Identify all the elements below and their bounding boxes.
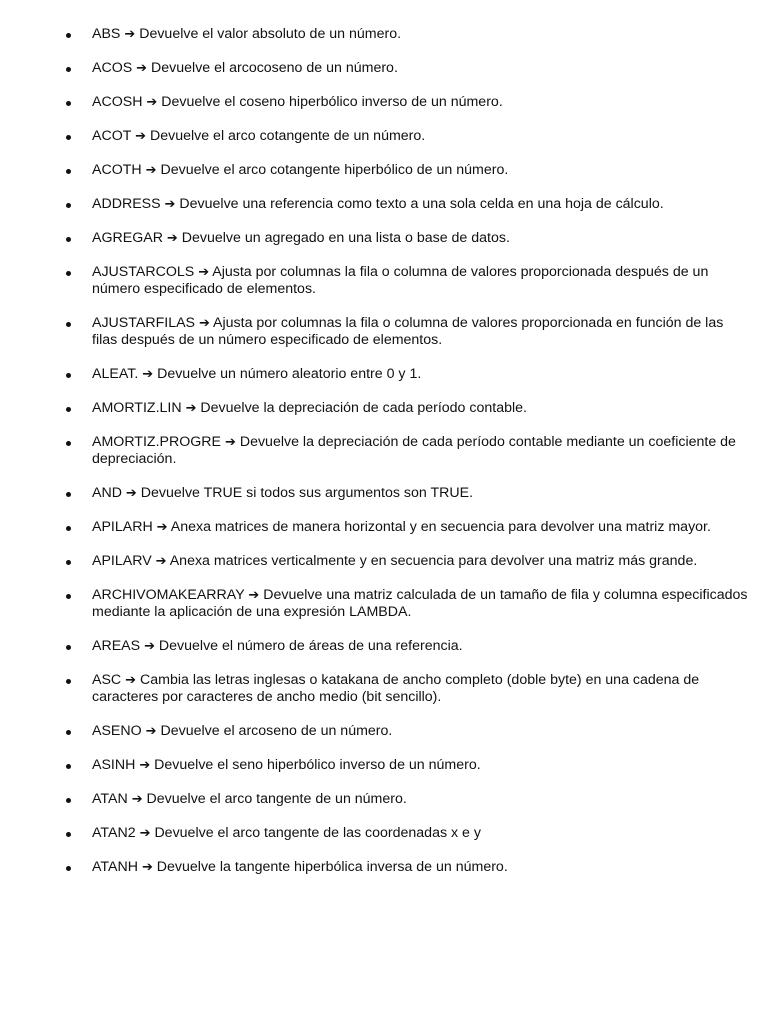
arrow-right-icon: ➔ xyxy=(146,95,158,110)
bullet-icon xyxy=(66,237,71,242)
function-name: AMORTIZ.LIN xyxy=(92,400,182,416)
list-item xyxy=(0,825,752,842)
function-description: Devuelve el valor absoluto de un número. xyxy=(139,26,402,42)
function-description: Devuelve el coseno hiperbólico inverso de un número. xyxy=(161,94,503,110)
function-description: Devuelve el seno hiperbólico inverso de un número. xyxy=(154,757,481,773)
function-name: ADDRESS xyxy=(92,196,161,212)
list-item xyxy=(0,672,752,706)
bullet-icon xyxy=(66,866,71,871)
arrow-right-icon: ➔ xyxy=(145,724,157,739)
list-item xyxy=(0,638,752,655)
function-name: ARCHIVOMAKEARRAY xyxy=(92,587,245,603)
function-name: APILARV xyxy=(92,553,152,569)
function-name: AGREGAR xyxy=(92,230,163,246)
arrow-right-icon: ➔ xyxy=(164,197,176,212)
function-description: Devuelve un número aleatorio entre 0 y 1. xyxy=(157,366,422,382)
bullet-icon xyxy=(66,271,71,276)
function-description: Anexa matrices verticalmente y en secuencia para devolver una matriz más grande. xyxy=(169,553,698,569)
list-item xyxy=(0,791,752,808)
bullet-icon xyxy=(66,441,71,446)
bullet-icon xyxy=(66,101,71,106)
arrow-right-icon: ➔ xyxy=(135,129,147,144)
function-description: Devuelve la depreciación de cada período contable mediante un coeficiente de depreciación. xyxy=(92,434,736,467)
function-description: Devuelve el arcoseno de un número. xyxy=(160,723,393,739)
arrow-right-icon: ➔ xyxy=(156,520,168,535)
function-description: Devuelve una matriz calculada de un tamaño de fila y columna especificados mediante la aplicación de una expresión LAMBDA. xyxy=(92,587,748,620)
list-item xyxy=(0,519,752,536)
function-description: Cambia las letras inglesas o katakana de ancho completo (doble byte) en una cadena de caracteres por caracteres de ancho medio (bit sencillo). xyxy=(92,672,700,705)
bullet-icon xyxy=(66,135,71,140)
function-name: AREAS xyxy=(92,638,141,654)
bullet-icon xyxy=(66,645,71,650)
arrow-right-icon: ➔ xyxy=(198,316,210,331)
function-description: Devuelve el arco tangente de un número. xyxy=(146,791,407,807)
list-item xyxy=(0,434,752,468)
arrow-right-icon: ➔ xyxy=(142,367,154,382)
arrow-right-icon: ➔ xyxy=(166,231,178,246)
function-name: AMORTIZ.PROGRE xyxy=(92,434,222,450)
function-description: Devuelve la depreciación de cada período contable. xyxy=(200,400,527,416)
bullet-icon xyxy=(66,322,71,327)
function-name: AJUSTARFILAS xyxy=(92,315,196,331)
bullet-icon xyxy=(66,764,71,769)
function-description: Ajusta por columnas la fila o columna de valores proporcionada en función de las filas después de un número especificado de elementos. xyxy=(92,315,724,348)
bullet-icon xyxy=(66,67,71,72)
list-item xyxy=(0,859,752,876)
bullet-icon xyxy=(66,832,71,837)
arrow-right-icon: ➔ xyxy=(198,265,210,280)
arrow-right-icon: ➔ xyxy=(131,792,143,807)
bullet-icon xyxy=(66,594,71,599)
list-item xyxy=(0,94,752,111)
list-item xyxy=(0,196,752,213)
list-item xyxy=(0,128,752,145)
arrow-right-icon: ➔ xyxy=(185,401,197,416)
list-item xyxy=(0,553,752,570)
function-description: Devuelve un agregado en una lista o base de datos. xyxy=(181,230,510,246)
function-name: ASENO xyxy=(92,723,142,739)
arrow-right-icon: ➔ xyxy=(139,758,151,773)
function-name: AJUSTARCOLS xyxy=(92,264,195,280)
list-item xyxy=(0,60,752,77)
arrow-right-icon: ➔ xyxy=(125,486,137,501)
bullet-icon xyxy=(66,373,71,378)
bullet-icon xyxy=(66,203,71,208)
function-name: ACOTH xyxy=(92,162,142,178)
list-item xyxy=(0,400,752,417)
bullet-icon xyxy=(66,730,71,735)
arrow-right-icon: ➔ xyxy=(144,639,155,654)
function-name: ATAN2 xyxy=(92,825,136,841)
function-name: ATANH xyxy=(92,859,138,875)
function-description: Devuelve una referencia como texto a una sola celda en una hoja de cálculo. xyxy=(179,196,664,212)
list-item xyxy=(0,723,752,740)
bullet-icon xyxy=(66,492,71,497)
function-name: APILARH xyxy=(92,519,153,535)
bullet-icon xyxy=(66,679,71,684)
function-description: Devuelve el arco cotangente de un número. xyxy=(149,128,426,144)
arrow-right-icon: ➔ xyxy=(124,27,136,42)
function-name: AND xyxy=(92,485,122,501)
arrow-right-icon: ➔ xyxy=(145,163,157,178)
list-item xyxy=(0,366,752,383)
function-name: ALEAT. xyxy=(92,366,139,382)
function-name: ATAN xyxy=(92,791,128,807)
bullet-icon xyxy=(66,407,71,412)
bullet-icon xyxy=(66,798,71,803)
function-name: ACOSH xyxy=(92,94,143,110)
function-description: Devuelve el número de áreas de una referencia. xyxy=(158,638,463,654)
arrow-right-icon: ➔ xyxy=(136,61,148,76)
function-description: Devuelve el arco cotangente hiperbólico de un número. xyxy=(160,162,509,178)
list-item xyxy=(0,264,752,298)
function-description: Devuelve el arco tangente de las coordenadas x e y xyxy=(154,825,481,841)
arrow-right-icon: ➔ xyxy=(141,860,153,875)
function-name: ACOS xyxy=(92,60,133,76)
arrow-right-icon: ➔ xyxy=(139,826,151,841)
list-item xyxy=(0,757,752,774)
function-name: ABS xyxy=(92,26,121,42)
function-name: ACOT xyxy=(92,128,132,144)
arrow-right-icon: ➔ xyxy=(224,435,236,450)
function-description: Anexa matrices de manera horizontal y en secuencia para devolver una matriz mayor. xyxy=(170,519,711,535)
arrow-right-icon: ➔ xyxy=(248,588,260,603)
function-description: Ajusta por columnas la fila o columna de valores proporcionada después de un número especificado de elementos. xyxy=(92,264,709,297)
arrow-right-icon: ➔ xyxy=(155,554,167,569)
list-item xyxy=(0,587,752,621)
list-item xyxy=(0,315,752,349)
function-name: ASC xyxy=(92,672,122,688)
function-name: ASINH xyxy=(92,757,136,773)
list-item xyxy=(0,230,752,247)
arrow-right-icon: ➔ xyxy=(125,673,137,688)
bullet-icon xyxy=(66,526,71,531)
bullet-icon xyxy=(66,33,71,38)
list-item xyxy=(0,485,752,502)
bullet-icon xyxy=(66,169,71,174)
function-description: Devuelve el arcocoseno de un número. xyxy=(151,60,398,76)
function-description: Devuelve TRUE si todos sus argumentos son TRUE. xyxy=(140,485,474,501)
bullet-icon xyxy=(66,560,71,565)
list-item xyxy=(0,26,752,43)
function-description: Devuelve la tangente hiperbólica inversa de un número. xyxy=(156,859,508,875)
list-item xyxy=(0,162,752,179)
function-list xyxy=(0,26,748,876)
